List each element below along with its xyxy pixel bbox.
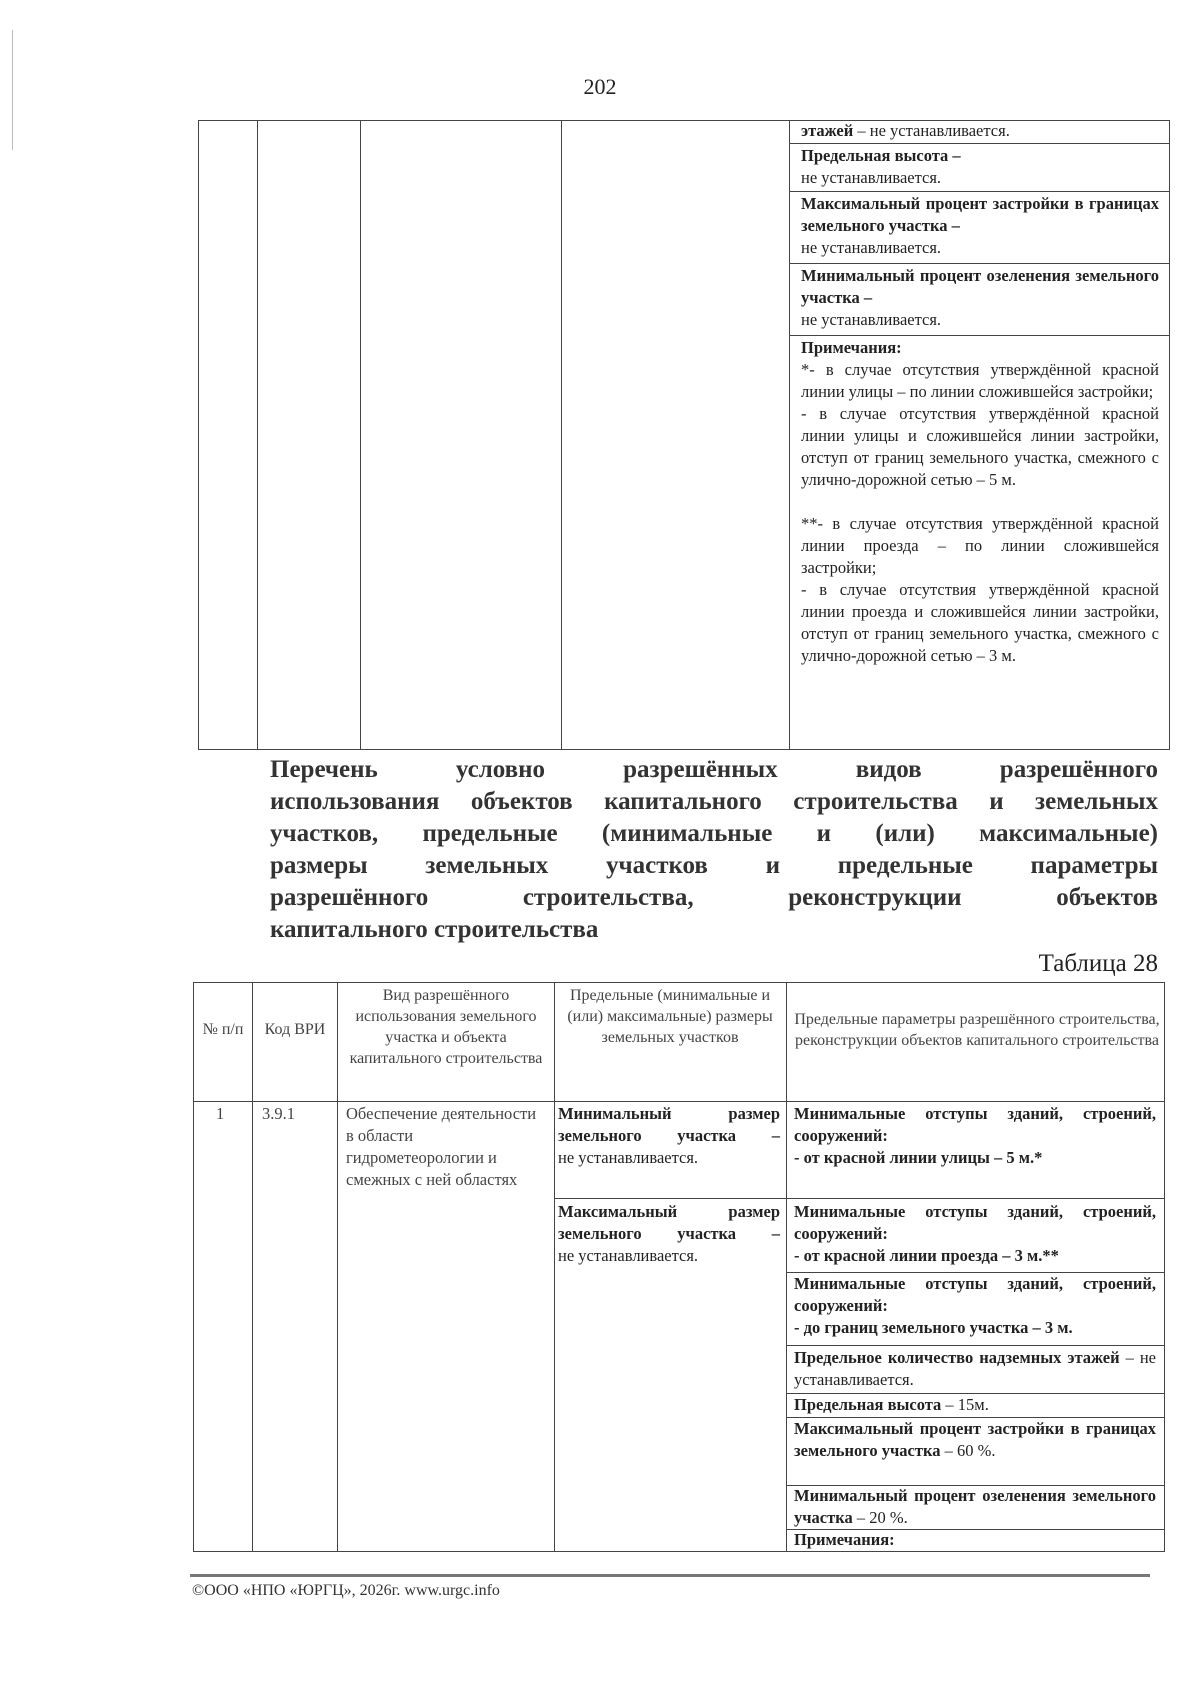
main-table: [193, 982, 1165, 1552]
note-4: - в случае отсутствия утверждённой красной линии проезда и сложившейся линии застройки, отступ от границ земельного участка, смежного с улично-дорожной сетью – 3 м.: [801, 580, 1159, 665]
param-floors: Предельное количество надземных этажей – не устанавливается.: [794, 1348, 1156, 1389]
footer-copyright: ©ООО «НПО «ЮРГЦ», 2026г. www.urgc.info: [192, 1582, 500, 1599]
upper-row-floors: этажей – не устанавливается.: [801, 121, 1010, 140]
param-height: Предельная высота – 15м.: [794, 1395, 989, 1414]
upper-table: [198, 120, 1170, 750]
min-size-cell: Минимальный размер земельного участка – не устанавливается.: [558, 1104, 780, 1167]
param-green-percent: Минимальный процент озеленения земельного участка – 20 %.: [794, 1486, 1156, 1527]
header-num: № п/п: [202, 1021, 244, 1038]
upper-row-build-percent: Максимальный процент застройки в границах земельного участка – не устанавливается.: [801, 194, 1159, 257]
upper-row-notes: Примечания: *- в случае отсутствия утверждённой красной линии улицы – по линии сложившейся застройки; - в случае отсутствия утверждённой красной линии улицы и сложившейся линии застройки, отступ от границ земельного участка, смежного с улично-дорожной сетью – 5 м. **- в случае отсутствия утверждённой красной линии проезда – по линии сложившейся застройки; - в случае отсутствия утверждённой красной линии проезда и сложившейся линии застройки, отступ от границ земельного участка, смежного с улично-дорожной сетью – 3 м.: [801, 338, 1159, 665]
page-number: 202: [583, 74, 617, 99]
footer-rule: [190, 1574, 1150, 1577]
header-kind: Вид разрешённого использования земельного участка и объекта капитального строительства: [349, 987, 543, 1067]
section-heading: Перечень условно разрешённых видов разрешённого использования объектов капитального строительства и земельных участков, предельные (минимальные и (или) максимальные) размеры земельных участков и предельные параметры разрешённого строительства, реконструкции объектов капитального строительства: [270, 756, 1158, 943]
note-3: **- в случае отсутствия утверждённой красной линии проезда – по линии сложившейся застройки;: [801, 514, 1159, 577]
max-size-cell: Максимальный размер земельного участка – не устанавливается.: [558, 1202, 780, 1265]
param-setback-passage: Минимальные отступы зданий, строений, сооружений: - от красной линии проезда – 3 м.**: [794, 1202, 1156, 1265]
param-setback-street: Минимальные отступы зданий, строений, сооружений: - от красной линии улицы – 5 м.*: [794, 1104, 1156, 1167]
upper-row-green-percent: Минимальный процент озеленения земельного участка – не устанавливается.: [801, 266, 1159, 329]
param-build-percent: Максимальный процент застройки в границах земельного участка – 60 %.: [794, 1419, 1156, 1460]
note-1: *- в случае отсутствия утверждённой красной линии улицы – по линии сложившейся застройки;: [801, 360, 1159, 401]
row-kind: Обеспечение деятельности в области гидрометеорологии и смежных с ней областях: [346, 1104, 537, 1189]
upper-row-height: Предельная высота – не устанавливается.: [801, 146, 961, 187]
row-num: 1: [216, 1104, 225, 1123]
param-notes: Примечания:: [794, 1530, 895, 1549]
header-code: Код ВРИ: [264, 1021, 326, 1038]
param-setback-boundary: Минимальные отступы зданий, строений, сооружений: - до границ земельного участка – 3 м.: [794, 1274, 1156, 1337]
row-code: 3.9.1: [262, 1104, 295, 1123]
header-params: Предельные параметры разрешённого строительства, реконструкции объектов капитального строительства: [794, 1011, 1160, 1049]
table-label: Таблица 28: [1038, 950, 1158, 977]
header-sizes: Предельные (минимальные и (или) максимальные) размеры земельных участков: [567, 987, 773, 1046]
note-2: - в случае отсутствия утверждённой красной линии улицы и сложившейся линии застройки, отступ от границ земельного участка, смежного с улично-дорожной сетью – 5 м.: [801, 404, 1159, 489]
